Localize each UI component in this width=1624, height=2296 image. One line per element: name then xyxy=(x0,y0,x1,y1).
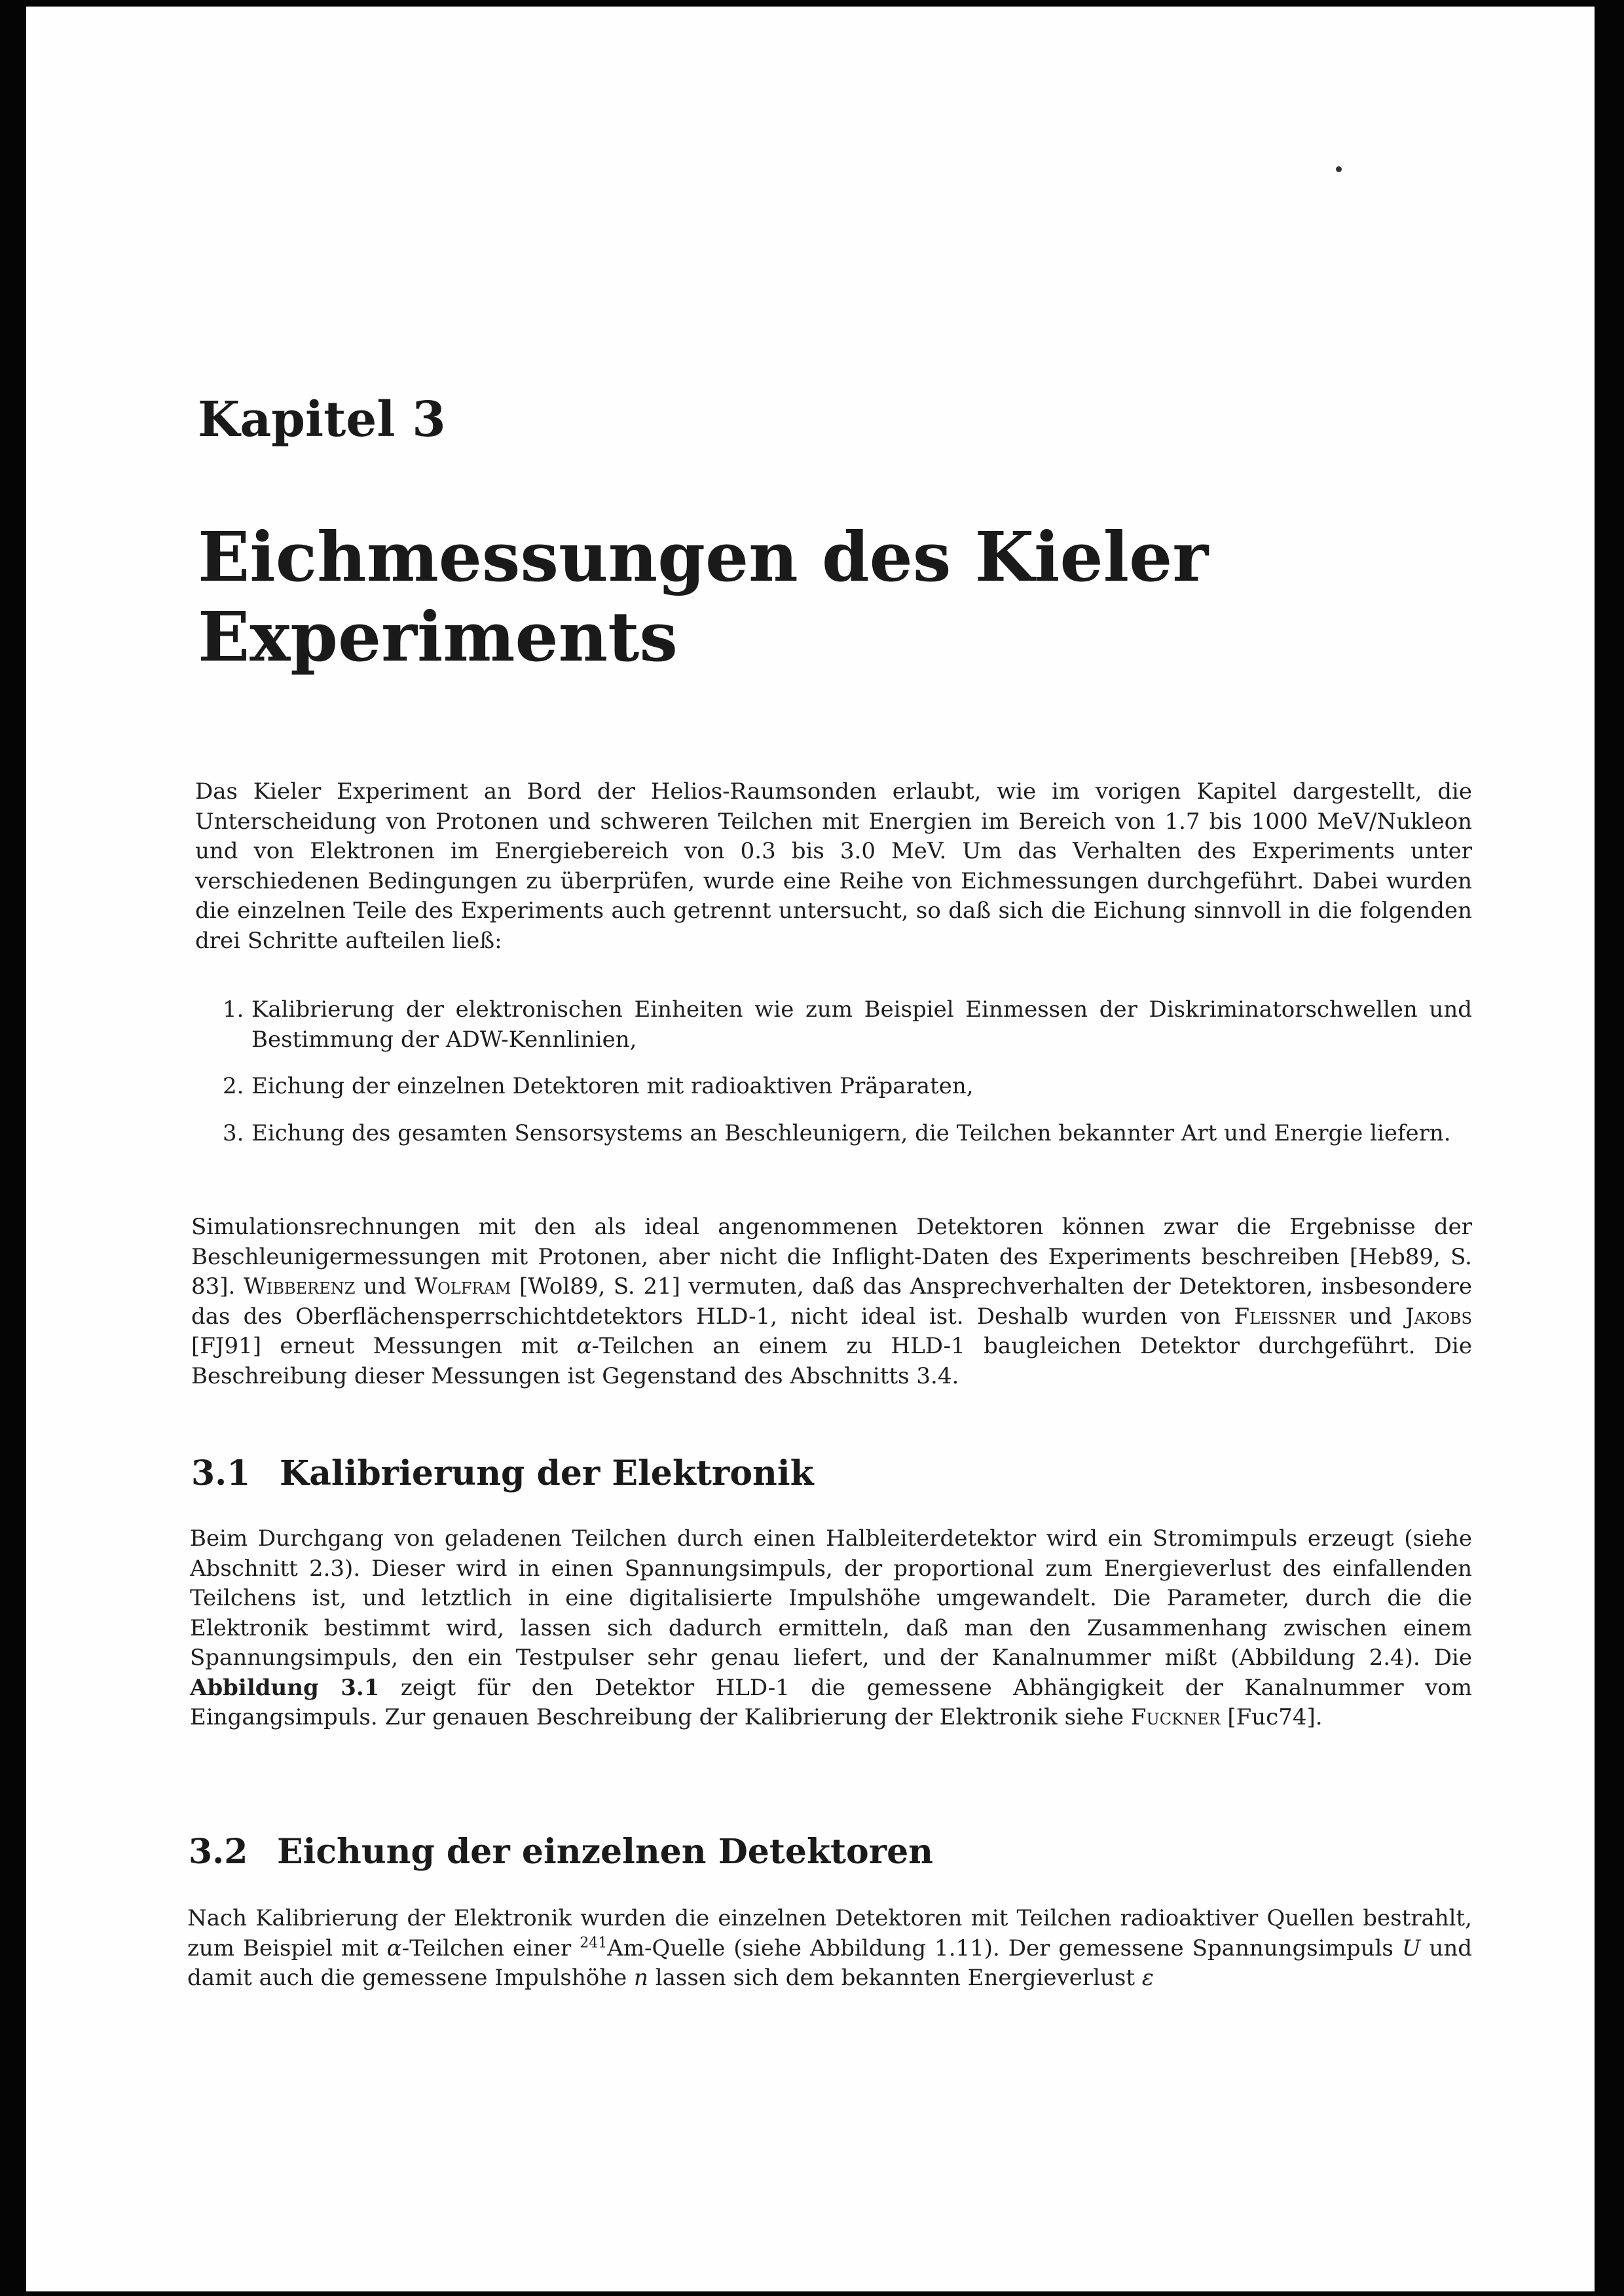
list-item-number: 2. xyxy=(223,1073,244,1099)
section-number: 3.1 xyxy=(191,1453,251,1493)
author-name: Fleissner xyxy=(1234,1303,1337,1330)
text-run: -Teilchen einer xyxy=(401,1935,580,1961)
section-title: Kalibrierung der Elektronik xyxy=(280,1453,814,1493)
intro-paragraph: Das Kieler Experiment an Bord der Helios-Raumsonden erlaubt, wie im vorigen Kapitel dargestellt, die Unterscheidung von Protonen und schweren Teilchen mit Energien im Bereich von 1.7 bis 1000 MeV/Nukleon und von Elektronen im Energiebereich von 0.3 bis 3.0 MeV. Um das Verhalten des Experiments unter verschiedenen Bedingungen zu überprüfen, wurde eine Reihe von Eichmessungen durchgeführt. Dabei wurden die einzelnen Teile des Experiments auch getrennt untersucht, so daß sich die Eichung sinnvoll in die folgenden drei Schritte aufteilen ließ: xyxy=(195,778,1472,954)
text-run: lassen sich dem bekannten Energieverlust xyxy=(648,1965,1142,1991)
scan-speck xyxy=(1336,166,1342,172)
text-run: [Wol89, S. 21] vermuten, daß das Ansprechverhalten der Detektoren, insbesondere das des Oberflächensperrschichtdetektors HLD-1, nicht ideal ist. Deshalb wurden von xyxy=(191,1273,1472,1330)
alpha-symbol: α xyxy=(576,1333,592,1359)
text-run: und xyxy=(1336,1303,1405,1330)
section-title: Eichung der einzelnen Detektoren xyxy=(277,1832,933,1872)
text-run: [Fuc74]. xyxy=(1220,1704,1323,1730)
list-item xyxy=(223,1072,1472,1102)
text-run: Am-Quelle (siehe Abbildung 1.11). Der gemessene Spannungsimpuls xyxy=(607,1935,1402,1961)
text-run: Simulationsrechnungen mit den als ideal angenommenen Detektoren können zwar die Ergebnisse der Beschleunigermessungen mit Protonen, aber nicht die Inflight-Daten des Experiments beschreiben [Heb89, S. 83]. xyxy=(191,1214,1472,1300)
text-run: und damit auch die gemessene Impulshöhe xyxy=(187,1935,1472,1991)
chapter-title-line1: Eichmessungen des Kieler xyxy=(198,517,1209,597)
figure-reference: Abbildung 3.1 xyxy=(190,1674,380,1701)
list-item-number: 1. xyxy=(223,996,244,1023)
chapter-label: Kapitel 3 xyxy=(198,392,446,448)
text-run: -Teilchen an einem zu HLD-1 baugleichen Detektor durchgeführt. Die Beschreibung dieser Messungen ist Gegenstand des Abschnitts 3.4. xyxy=(191,1333,1472,1389)
section-3-2-paragraph xyxy=(187,1904,1472,1994)
text-run: Beim Durchgang von geladenen Teilchen durch einen Halbleiterdetektor wird ein Stromimpuls erzeugt (siehe Abschnitt 2.3). Dieser wird in einen Spannungsimpuls, der proportional zum Energieverlust des einfallenden Teilchens ist, und letztlich in eine digitalisierte Impulshöhe umgewandelt. Die Parameter, durch die die Elektronik bestimmt wird, lassen sich dadurch ermitteln, daß man den Zusammenhang zwischen einem Spannungsimpuls, den ein Testpulser sehr genau liefert, und der Kanalnummer mißt (Abbildung 2.4). Die xyxy=(190,1525,1472,1671)
list-item-text: Kalibrierung der elektronischen Einheiten wie zum Beispiel Einmessen der Diskriminatorschwellen und Bestimmung der ADW-Kennlinien, xyxy=(251,996,1472,1053)
document-page xyxy=(26,7,1595,2291)
text-run: [FJ91] erneut Messungen mit xyxy=(191,1333,577,1359)
text-run: und xyxy=(355,1273,415,1300)
chapter-title xyxy=(198,517,1311,677)
isotope-mass-number: 241 xyxy=(580,1935,608,1952)
author-name: Fuckner xyxy=(1130,1704,1221,1730)
simulation-paragraph xyxy=(191,1212,1472,1391)
author-name: Wolfram xyxy=(415,1273,511,1300)
text-run: zeigt für den Detektor HLD-1 die gemessene Abhängigkeit der Kanalnummer vom Eingangsimpuls. Zur genauen Beschreibung der Kalibrierung der Elektronik siehe xyxy=(190,1674,1473,1730)
chapter-title-line2: Experiments xyxy=(198,596,678,677)
section-number: 3.2 xyxy=(189,1832,248,1872)
calibration-steps-list xyxy=(223,995,1472,1165)
list-item-text: Eichung der einzelnen Detektoren mit radioaktiven Präparaten, xyxy=(251,1073,974,1099)
text-run: Nach Kalibrierung der Elektronik wurden die einzelnen Detektoren mit Teilchen radioaktiver Quellen bestrahlt, zum Beispiel mit xyxy=(187,1905,1472,1961)
section-heading-3-1 xyxy=(191,1453,814,1493)
list-item xyxy=(223,995,1472,1055)
author-name: Jakobs xyxy=(1405,1303,1472,1330)
list-item-number: 3. xyxy=(223,1120,244,1146)
variable-n: n xyxy=(634,1965,648,1991)
list-item xyxy=(223,1119,1472,1149)
section-heading-3-2 xyxy=(189,1832,933,1872)
author-name: Wibberenz xyxy=(243,1273,356,1300)
section-3-1-paragraph xyxy=(190,1524,1472,1733)
variable-U: U xyxy=(1401,1935,1421,1961)
variable-epsilon: ε xyxy=(1141,1965,1154,1991)
list-item-text: Eichung des gesamten Sensorsystems an Beschleunigern, die Teilchen bekannter Art und Energie liefern. xyxy=(251,1120,1451,1146)
alpha-symbol: α xyxy=(386,1935,402,1961)
